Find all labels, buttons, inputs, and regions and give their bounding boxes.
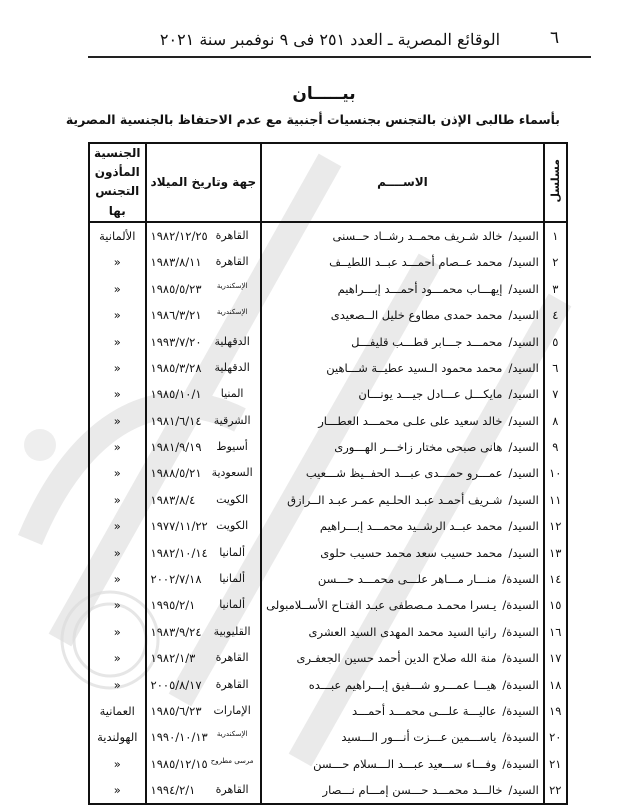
serial-cell: ٢٢ [544,777,567,804]
honorific: السيد/ [508,255,539,270]
birth-place: القليوبية [213,624,251,638]
birth-date: ١٩٧٧/١١/٢٢ [150,519,208,534]
watermark-dot [24,429,56,461]
birth-place: الدقهلية [214,334,250,348]
name-cell [261,751,544,777]
birth-cell [146,487,262,513]
birth-cell [146,407,262,433]
table-row [89,513,567,539]
table-row [89,407,567,433]
nationality-cell: « [89,407,146,433]
birth-place: الإسكندرية [216,308,248,317]
name-cell [261,671,544,697]
table-row [89,619,567,645]
honorific: السيدة/ [502,624,539,639]
table-row [89,751,567,777]
honorific: السيدة/ [502,703,539,718]
nationality-cell: « [89,381,146,407]
serial-cell: ٦ [544,355,567,381]
table-row [89,460,567,486]
name-cell [261,222,544,249]
honorific: السيد/ [508,360,539,375]
name-cell [261,592,544,618]
table-row [89,222,567,249]
serial-cell: ١ [544,222,567,249]
serial-cell: ١٢ [544,513,567,539]
name-cell [261,619,544,645]
full-name: منـــار مـــاهر علـــى محمـــد حـــسن [317,572,497,587]
document-title: بيـــــان [292,84,356,104]
honorific: السيد/ [508,334,539,349]
table-row [89,302,567,328]
name-cell [261,566,544,592]
birth-cell [146,249,262,275]
birth-place: أسيوط [216,440,248,454]
full-name: محمد حمدى مطاوع خليل الــصعيدى [330,308,503,323]
full-name: منة الله صلاح الدين أحمد حسين الجعفـرى [296,651,497,666]
birth-date: ١٩٩٤/٢/١ [150,783,196,798]
honorific: السيدة/ [502,598,539,613]
header-name: الاســــم [261,143,544,222]
birth-cell [146,276,262,302]
birth-date: ١٩٨٣/٨/٤ [150,492,196,507]
name-cell [261,539,544,565]
birth-cell [146,328,262,354]
document-subtitle: بأسماء طالبى الإذن بالتجنس بجنسيات أجنبية مع عدم الاحتفاظ بالجنسية المصرية [65,112,560,127]
birth-cell [146,698,262,724]
birth-cell [146,592,262,618]
serial-cell: ٥ [544,328,567,354]
nationality-cell: « [89,249,146,275]
name-cell [261,381,544,407]
name-cell [261,487,544,513]
table-row [89,566,567,592]
nationality-cell: « [89,566,146,592]
nationality-cell: « [89,487,146,513]
name-cell [261,434,544,460]
serial-cell: ٨ [544,407,567,433]
birth-cell [146,434,262,460]
name-cell [261,249,544,275]
birth-cell [146,566,262,592]
nationality-cell: العمانية [89,698,146,724]
birth-place: مرسى مطروح [210,756,254,765]
birth-date: ١٩٨٥/٦/٢٣ [150,703,202,718]
serial-cell: ١١ [544,487,567,513]
birth-place: القاهرة [215,651,249,665]
birth-cell [146,724,262,750]
table-row [89,276,567,302]
full-name: ياســـمين عـــزت أنـــور الـــسيد [341,730,497,745]
birth-date: ١٩٨٨/٥/٢١ [150,466,202,481]
birth-cell [146,381,262,407]
full-name: عمـــرو حمـــدى عبـــد الحفــيظ شـــعيب [305,466,503,481]
birth-date: ١٩٨١/٩/١٩ [150,440,202,455]
honorific: السيد/ [508,440,539,455]
name-cell [261,460,544,486]
birth-cell [146,355,262,381]
honorific: السيد/ [508,281,539,296]
birth-date: ١٩٩٣/٧/٢٠ [150,334,202,349]
name-cell [261,777,544,804]
honorific: السيد/ [508,492,539,507]
nationality-cell: « [89,460,146,486]
birth-place: القاهرة [215,677,249,691]
honorific: السيدة/ [502,677,539,692]
honorific: السيد/ [508,466,539,481]
full-name: خالد سعيد على علـى محمـــد العطـــار [318,413,503,428]
birth-cell [146,619,262,645]
nationality-cell: « [89,645,146,671]
serial-cell: ٩ [544,434,567,460]
table-header-row [89,143,567,222]
full-name: محمد محمود الـسيد عطيــة شـــاهين [326,360,503,375]
birth-date: ١٩٨٥/٥/٢٣ [150,281,202,296]
birth-place: الإسكندرية [216,281,248,290]
birth-place: الكويت [216,519,249,533]
birth-date: ١٩٩٥/٢/١ [150,598,196,613]
table-row [89,539,567,565]
birth-place: ألمانيا [219,572,246,586]
birth-date: ١٩٨٥/١٢/١٥ [150,756,208,771]
birth-date: ٢٠٠٥/٨/١٧ [150,677,202,692]
serial-cell: ١٦ [544,619,567,645]
table-row [89,487,567,513]
serial-cell: ١٧ [544,645,567,671]
full-name: محمد عبــد الرشــيد محمـــد إبـــراهيم [319,519,503,534]
birth-place: السعودية [211,466,253,480]
header-nationality: الجنسية المأذون التجنس بها [89,143,146,222]
name-cell [261,276,544,302]
birth-cell [146,777,262,804]
birth-cell [146,751,262,777]
birth-date: ١٩٨٥/١٠/١ [150,387,202,402]
nationality-cell: الهولندية [89,724,146,750]
serial-cell: ١٩ [544,698,567,724]
birth-date: ١٩٨٥/٣/٢٨ [150,360,202,375]
birth-date: ١٩٩٠/١٠/١٣ [150,730,208,745]
honorific: السيدة/ [502,756,539,771]
birth-place: الدقهلية [214,360,250,374]
full-name: هيـــا عمـــرو شـــفيق إبـــراهيم عبـــده [308,677,497,692]
nationality-cell: « [89,434,146,460]
nationality-cell: « [89,751,146,777]
full-name: هانى صبحى مختار زاخـــر الهـــورى [334,440,503,455]
birth-place: القاهرة [215,228,249,242]
name-cell [261,407,544,433]
header-serial-label: مسلسل [548,159,562,203]
full-name: عاليـــة علـــى محمـــد أحمـــد [352,703,497,718]
honorific: السيد/ [508,308,539,323]
full-name: محمد عــصام أحمـــد عبــد اللطيــف [329,255,503,270]
birth-place: القاهرة [215,783,249,797]
birth-date: ١٩٨٦/٣/٢١ [150,308,202,323]
name-cell [261,698,544,724]
birth-cell [146,302,262,328]
nationality-cell: « [89,328,146,354]
nationality-cell: « [89,539,146,565]
full-name: وفـــاء ســـعيد عبـــد الـــسلام حـــسن [313,756,497,771]
birth-date: ١٩٨٣/٩/٢٤ [150,624,202,639]
header-serial [544,143,567,222]
honorific: السيد/ [508,387,539,402]
birth-cell [146,513,262,539]
table-row [89,777,567,804]
serial-cell: ٢٠ [544,724,567,750]
birth-cell [146,671,262,697]
table-row [89,724,567,750]
honorific: السيدة/ [502,730,539,745]
birth-cell [146,460,262,486]
full-name: خالـــد محمـــد حـــسن إمـــام نـــصار [322,783,503,798]
birth-cell [146,222,262,249]
table-row [89,698,567,724]
honorific: السيد/ [508,519,539,534]
nationality-cell: « [89,777,146,804]
table-row [89,645,567,671]
birth-place: ألمانيا [219,598,246,612]
applicants-table [88,142,568,805]
header-birth: جهة وتاريخ الميلاد [146,143,262,222]
nationality-cell: « [89,302,146,328]
name-cell [261,645,544,671]
full-name: مايكـــل عـــادل جيـــد يونـــان [358,387,503,402]
honorific: السيد/ [508,413,539,428]
birth-date: ١٩٨٣/٨/١١ [150,255,202,270]
full-name: محمـــد جـــابر قطـــب قليفـــل [351,334,503,349]
table-row [89,434,567,460]
name-cell [261,355,544,381]
serial-cell: ١٠ [544,460,567,486]
header-divider [88,56,591,58]
full-name: يـسرا محمـد مـصطفى عبـد الفتـاح الأســلامبولى [266,598,497,613]
table-row [89,328,567,354]
nationality-cell: « [89,513,146,539]
serial-cell: ١٥ [544,592,567,618]
name-cell [261,302,544,328]
nationality-cell: « [89,592,146,618]
page-number: ٦ [550,28,560,48]
serial-cell: ٢ [544,249,567,275]
nationality-cell: « [89,619,146,645]
nationality-cell: « [89,276,146,302]
birth-date: ١٩٨٢/١/٣ [150,651,196,666]
birth-place: ألمانيا [219,545,246,559]
serial-cell: ٢١ [544,751,567,777]
running-head: الوقائع المصرية ـ العدد ٢٥١ فى ٩ نوفمبر سنة ٢٠٢١ [159,30,501,49]
table-row [89,381,567,407]
table-row [89,249,567,275]
serial-cell: ١٣ [544,539,567,565]
birth-place: الإمارات [213,703,251,717]
honorific: السيد/ [508,228,539,243]
birth-place: القاهرة [215,255,249,269]
full-name: شـريف أحمـد عبـد الحلـيم عمـر عبـد الــرازق [287,492,503,507]
name-cell [261,724,544,750]
serial-cell: ٧ [544,381,567,407]
table-row [89,355,567,381]
serial-cell: ٣ [544,276,567,302]
full-name: محمد حسيب سعد محمد حسيب حلوى [320,545,503,560]
birth-date: ١٩٨٢/١٢/٢٥ [150,228,208,243]
birth-cell [146,539,262,565]
serial-cell: ١٨ [544,671,567,697]
table-row [89,671,567,697]
birth-date: ١٩٨٢/١٠/١٤ [150,545,208,560]
name-cell [261,513,544,539]
serial-cell: ١٤ [544,566,567,592]
birth-place: الشرقية [213,413,251,427]
table-row [89,592,567,618]
birth-cell [146,645,262,671]
full-name: إيهـــاب محمـــود أحمـــد إبـــراهيم [337,281,503,296]
nationality-cell: « [89,355,146,381]
honorific: السيد/ [508,783,539,798]
honorific: السيدة/ [502,572,539,587]
birth-date: ٢٠٠٢/٧/١٨ [150,572,202,587]
full-name: خالد شـريف محمــد رشــاد حــسنى [332,228,503,243]
name-cell [261,328,544,354]
serial-cell: ٤ [544,302,567,328]
birth-place: الإسكندرية [216,730,248,739]
honorific: السيد/ [508,545,539,560]
full-name: رانيا السيد محمد المهدى السيد العشرى [308,624,497,639]
nationality-cell: « [89,671,146,697]
birth-date: ١٩٨١/٦/١٤ [150,413,202,428]
birth-place: المنيا [220,387,244,401]
honorific: السيدة/ [502,651,539,666]
birth-place: الكويت [216,492,249,506]
nationality-cell: الألمانية [89,222,146,249]
